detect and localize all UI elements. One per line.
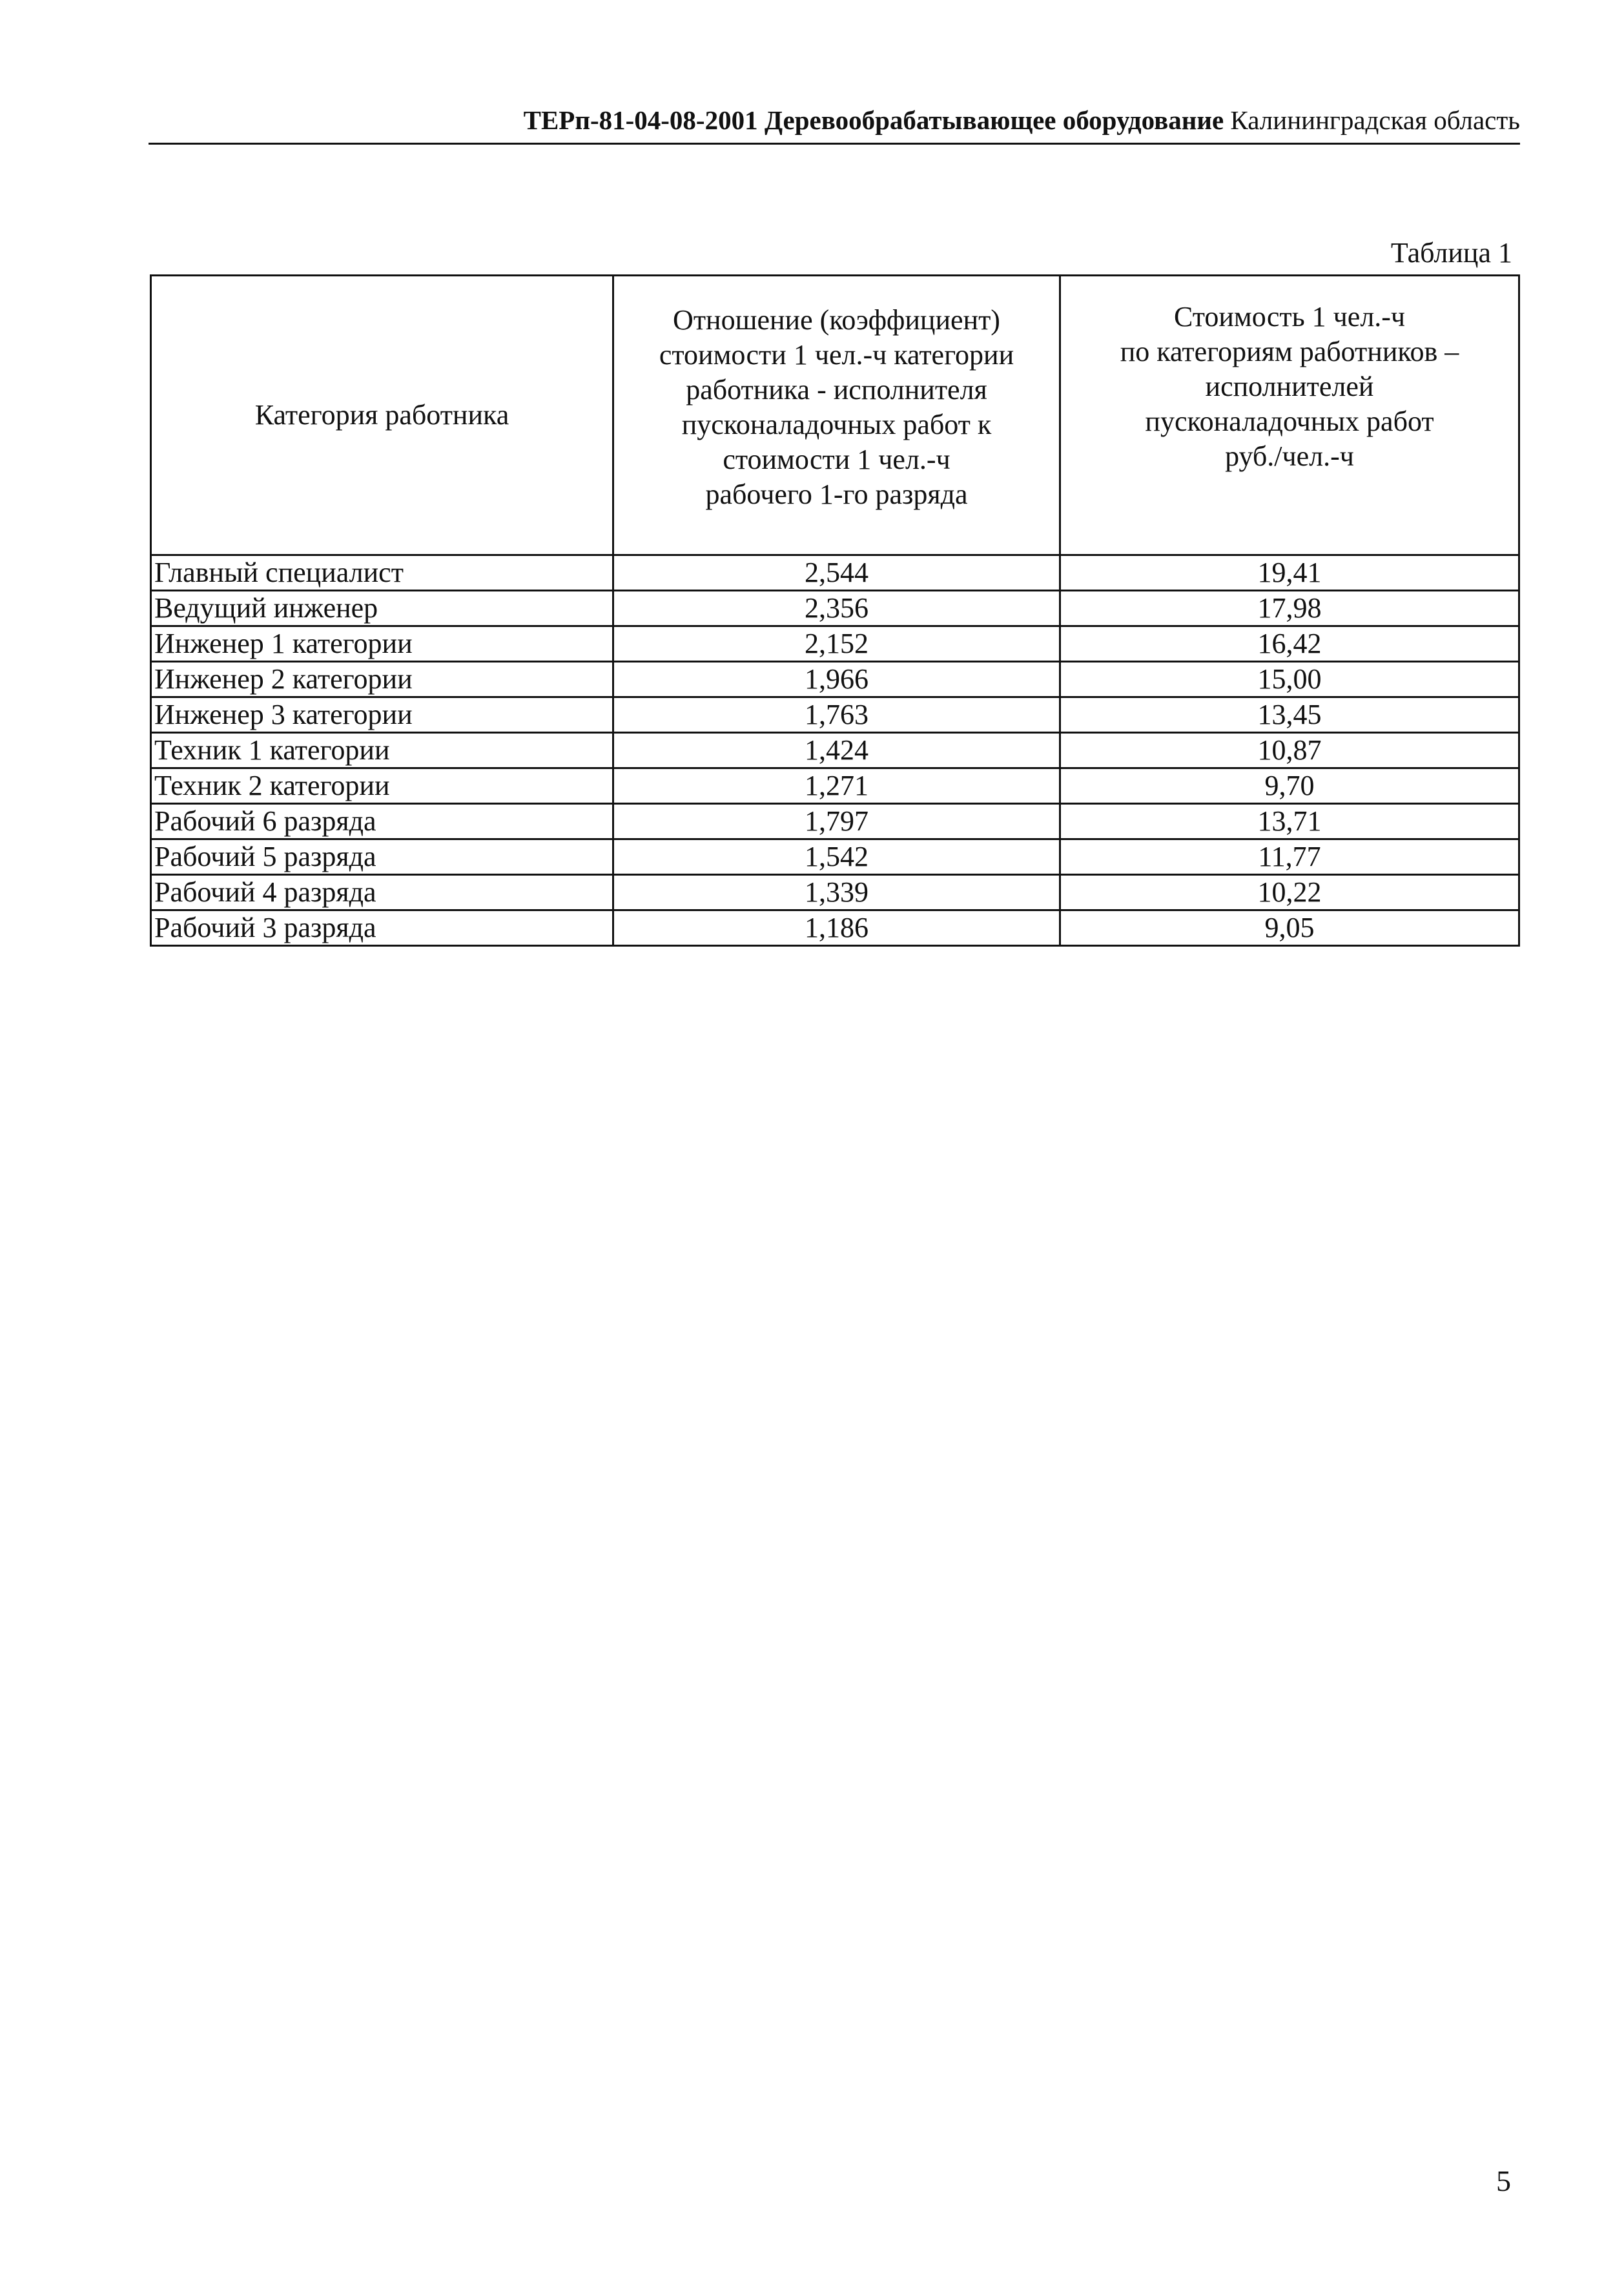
cell-cost: 9,70 [1060,768,1519,804]
cell-category: Ведущий инженер [151,591,613,626]
cell-coefficient: 2,544 [613,555,1060,591]
table-row [151,839,1519,875]
cell-category: Инженер 1 категории [151,626,613,662]
column-header-cost-text: Стоимость 1 чел.-ч по категориям работников – исполнителей пусконаладочных работ руб./чел.-ч [1120,301,1459,472]
column-header-cost [1060,276,1519,555]
table-body [151,555,1519,946]
table-row [151,910,1519,946]
labor-rate-table [150,274,1520,947]
cell-category: Главный специалист [151,555,613,591]
cell-cost: 13,45 [1060,697,1519,733]
cell-coefficient: 1,797 [613,804,1060,839]
cell-cost: 10,22 [1060,875,1519,910]
cell-coefficient: 1,966 [613,662,1060,697]
page-number: 5 [1496,2164,1511,2197]
column-header-coefficient-text: Отношение (коэффициент) стоимости 1 чел.-ч категории работника - исполнителя пусконаладочных работ к стоимости 1 чел.-ч рабочего 1-го разряда [659,304,1014,510]
cell-category: Рабочий 3 разряда [151,910,613,946]
document-code: ТЕРп-81-04-08-2001 [523,105,758,135]
table-row [151,626,1519,662]
table-row [151,804,1519,839]
cell-cost: 10,87 [1060,733,1519,768]
cell-category: Техник 1 категории [151,733,613,768]
cell-category: Техник 2 категории [151,768,613,804]
cell-coefficient: 1,186 [613,910,1060,946]
cell-cost: 19,41 [1060,555,1519,591]
table-caption: Таблица 1 [1390,237,1512,269]
document-header [149,107,1520,134]
table-row [151,733,1519,768]
cell-category: Рабочий 6 разряда [151,804,613,839]
cell-cost: 17,98 [1060,591,1519,626]
document-name: Деревообрабатывающее оборудование [764,105,1224,135]
header-divider [149,143,1520,145]
table-row [151,662,1519,697]
cell-coefficient: 2,152 [613,626,1060,662]
table-row [151,875,1519,910]
table-row [151,555,1519,591]
document-region: Калининградская область [1230,105,1520,135]
cell-coefficient: 1,271 [613,768,1060,804]
cell-cost: 15,00 [1060,662,1519,697]
column-header-category [151,276,613,555]
column-header-coefficient [613,276,1060,555]
cell-cost: 9,05 [1060,910,1519,946]
table-row [151,591,1519,626]
column-header-category-text: Категория работника [254,399,509,431]
cell-category: Рабочий 5 разряда [151,839,613,875]
cell-coefficient: 2,356 [613,591,1060,626]
table-row [151,768,1519,804]
cell-coefficient: 1,339 [613,875,1060,910]
cell-category: Инженер 2 категории [151,662,613,697]
cell-cost: 11,77 [1060,839,1519,875]
table-header-row [151,276,1519,555]
cell-coefficient: 1,424 [613,733,1060,768]
cell-cost: 16,42 [1060,626,1519,662]
cell-category: Инженер 3 категории [151,697,613,733]
cell-coefficient: 1,542 [613,839,1060,875]
cell-cost: 13,71 [1060,804,1519,839]
table-container [150,274,1512,947]
cell-category: Рабочий 4 разряда [151,875,613,910]
table-head [151,276,1519,555]
cell-coefficient: 1,763 [613,697,1060,733]
table-row [151,697,1519,733]
